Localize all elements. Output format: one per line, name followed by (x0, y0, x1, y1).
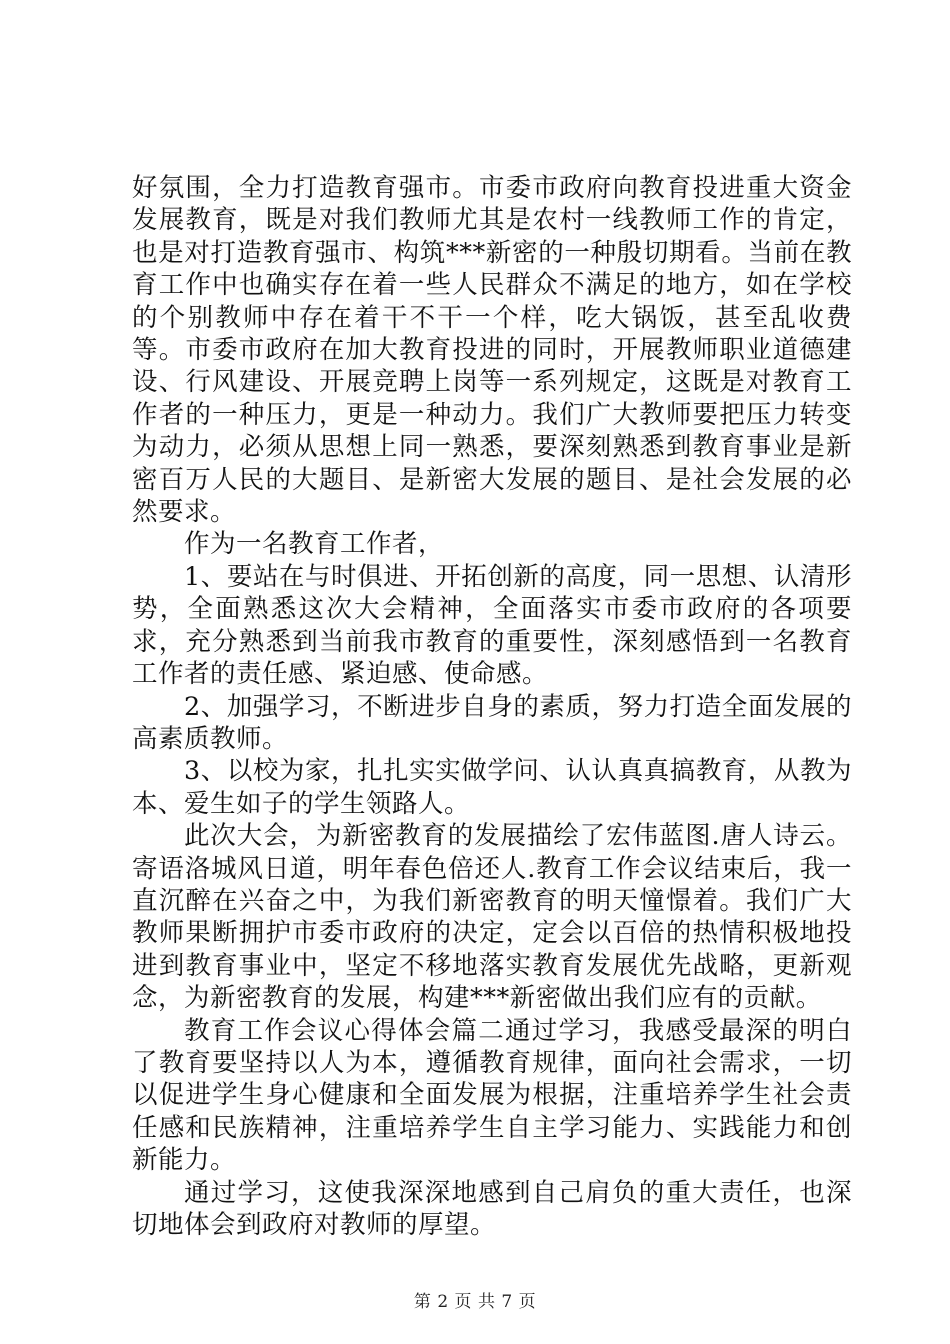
paragraph: 1、要站在与时俱进、开拓创新的高度，同一思想、认清形势，全面熟悉这次大会精神，全面落实市委市政府的各项要求，充分熟悉到当前我市教育的重要性，深刻感悟到一名教育工作者的责任感、紧迫感、使命感。 (132, 561, 852, 690)
paragraph: 3、以校为家，扎扎实实做学问、认认真真搞教育，从教为本、爱生如子的学生领路人。 (132, 756, 852, 819)
paragraph: 教育工作会议心得体会篇二通过学习，我感受最深的明白了教育要坚持以人为本，遵循教育规律，面向社会需求，一切以促进学生身心健康和全面发展为根据，注重培养学生社会责任感和民族精神，注重培养学生自主学习能力、实践能力和创新能力。 (132, 1015, 852, 1176)
paragraph: 好氛围，全力打造教育强市。市委市政府向教育投进重大资金发展教育，既是对我们教师尤其是农村一线教师工作的肯定，也是对打造教育强市、构筑***新密的一种殷切期看。当前在教育工作中也确实存在着一些人民群众不满足的地方，如在学校的个别教师中存在着干不干一个样，吃大锅饭，甚至乱收费等。市委市政府在加大教育投进的同时，开展教师职业道德建设、行风建设、开展竞聘上岗等一系列规定，这既是对教育工作者的一种压力，更是一种动力。我们广大教师要把压力转变为动力，必须从思想上同一熟悉，要深刻熟悉到教育事业是新密百万人民的大题目、是新密大发展的题目、是社会发展的必然要求。 (132, 173, 852, 528)
document-body (132, 172, 852, 1241)
page-number-footer: 第 2 页 共 7 页 (413, 1292, 537, 1312)
paragraph: 通过学习，这使我深深地感到自己肩负的重大责任，也深切地体会到政府对教师的厚望。 (132, 1177, 852, 1240)
paragraph: 2、加强学习，不断进步自身的素质，努力打造全面发展的高素质教师。 (132, 691, 852, 754)
paragraph: 作为一名教育工作者， (184, 529, 445, 560)
paragraph: 此次大会，为新密教育的发展描绘了宏伟蓝图.唐人诗云。寄语洛城风日道，明年春色倍还人.教育工作会议结束后，我一直沉醉在兴奋之中，为我们新密教育的明天憧憬着。我们广大教师果断拥护市委市政府的决定，定会以百倍的热情积极地投进到教育事业中，坚定不移地落实教育发展优先战略，更新观念，为新密教育的发展，构建***新密做出我们应有的贡献。 (132, 821, 852, 1014)
